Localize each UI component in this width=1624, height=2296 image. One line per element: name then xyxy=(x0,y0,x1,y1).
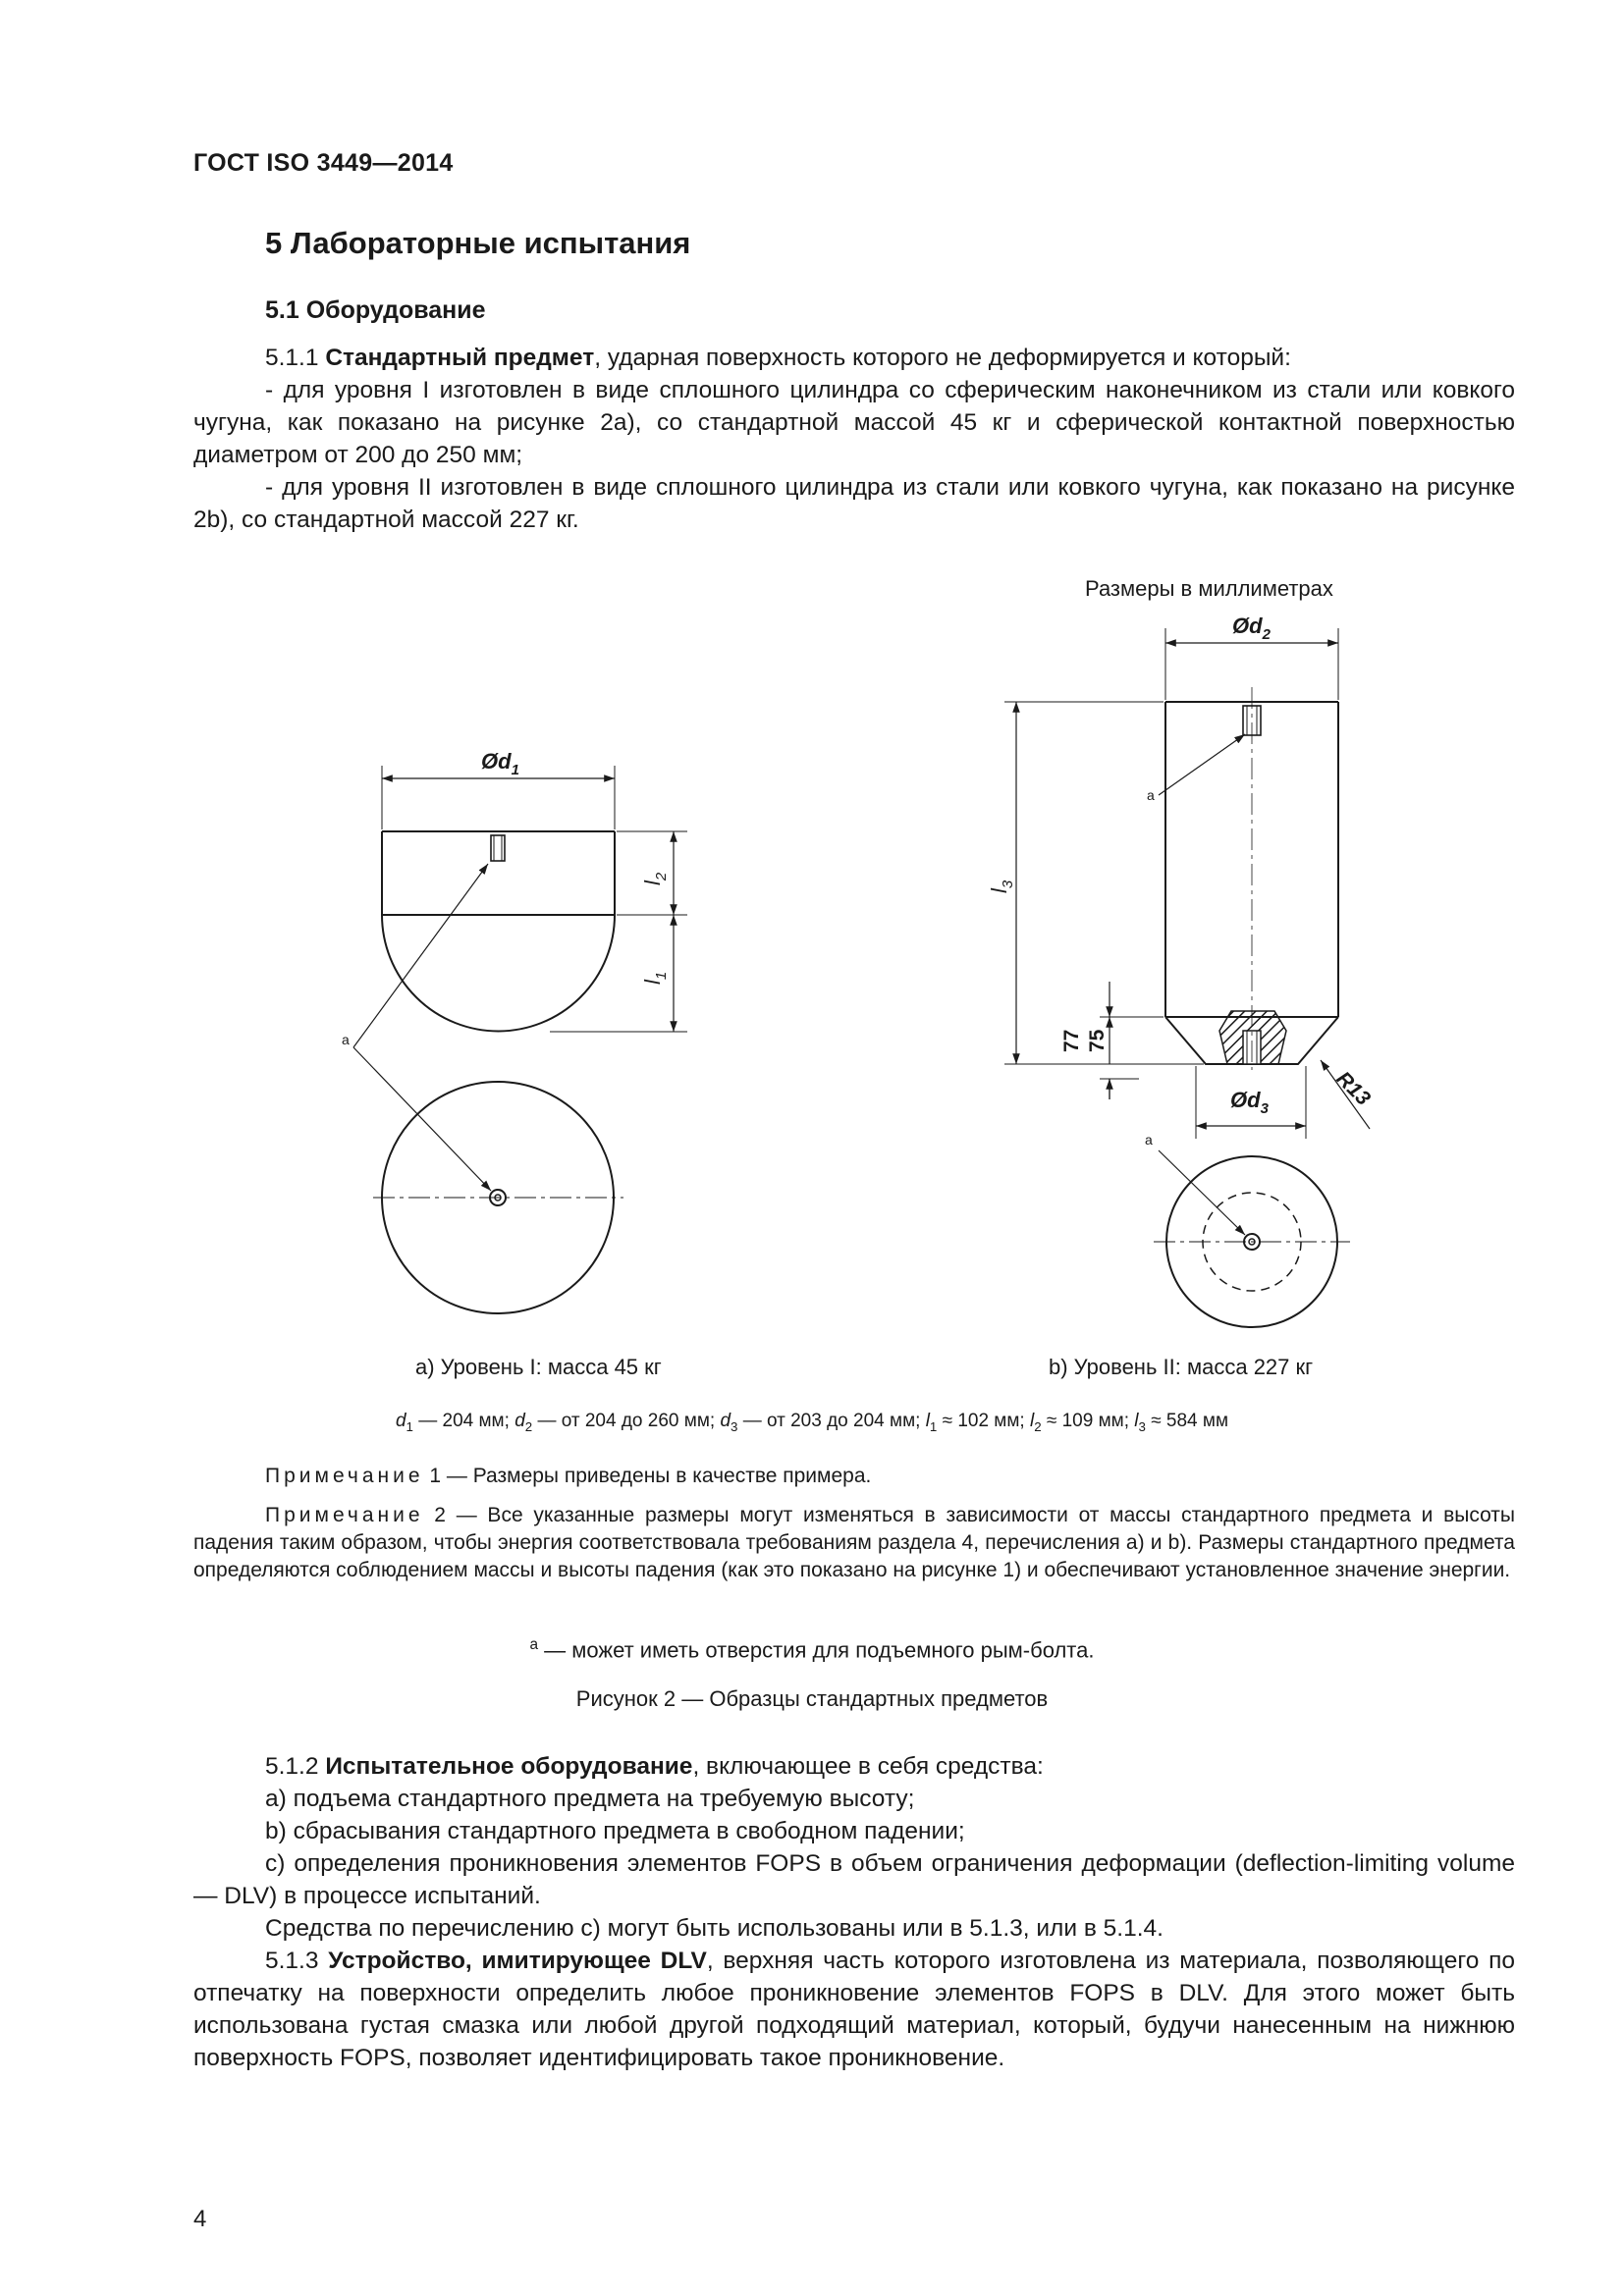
label-77: 77 xyxy=(1060,1029,1083,1052)
figure-title: Рисунок 2 — Образцы стандартных предметов xyxy=(575,1686,1049,1711)
figure-footnote: $^a$ — может иметь отверстия для подъемного рым-болта. xyxy=(529,1636,1095,1663)
section-title: 5 Лабораторные испытания xyxy=(265,226,691,260)
label-d1: $Ød_1$ xyxy=(481,749,519,778)
label-l2: $l_2$ xyxy=(640,872,670,885)
note-1: Примечание 1 — Размеры приведены в качестве примера. xyxy=(265,1465,872,1487)
subsection-title: 5.1 Оборудование xyxy=(265,296,486,324)
clause-5-1-2-intro: 5.1.2 Испытательное оборудование, включающее в себя средства: xyxy=(265,1753,1044,1780)
clause-5-1-2-a: а) подъема стандартного предмета на требуемую высоту; xyxy=(265,1786,915,1812)
leader-a-level-2 xyxy=(1159,734,1245,1235)
label-75: 75 xyxy=(1086,1029,1109,1052)
clause-number: 5.1.1 xyxy=(265,345,319,371)
label-a-level-2-bottom: a xyxy=(1145,1132,1153,1148)
label-a-level-2-top: a xyxy=(1147,787,1155,803)
clause-5-1-2-note: Средства по перечислению с) могут быть использованы или в 5.1.3, или в 5.1.4. xyxy=(265,1915,1164,1942)
clause-5-1-3: 5.1.3 Устройство, имитирующее DLV, верхняя часть которого изготовлена из материала, позволяющего по отпечатку на поверхности определить любое проникновение элементов FOPS в DLV. Для этого может быть использована густая смазка или любой другой подходящий материал, который, будучи нанесенным на нижнюю поверхность FOPS, позволяет идентифицировать такое проникновение. xyxy=(193,1948,1515,2071)
object-level-2-top-view xyxy=(1154,1156,1350,1327)
object-level-1-top-view xyxy=(373,1082,623,1313)
object-level-2-side-view xyxy=(1165,687,1338,1070)
dimension-l2-l1 xyxy=(550,831,687,1032)
figure-notes xyxy=(193,1463,1515,1584)
clause-5-1-1-item2: - для уровня II изготовлен в виде сплошного цилиндра из стали или ковкого чугуна, как показано на рисунке 2b), со стандартной массой 227 кг. xyxy=(193,474,1515,533)
clause-term: Стандартный предмет xyxy=(325,345,595,371)
object-level-1-side-view xyxy=(382,831,615,1031)
dimension-77-75 xyxy=(1100,982,1164,1099)
clause-5-1-1-item1: - для уровня I изготовлен в виде сплошного цилиндра со сферическим наконечником из стали или ковкого чугуна, как показано на рисунке 2а), со стандартной массой 45 кг и сферической контактной поверхностью диаметром от 200 до 250 мм; xyxy=(193,377,1515,468)
clause-text: , ударная поверхность которого не деформируется и который: xyxy=(594,345,1291,371)
clause-5-1-2-c: с) определения проникновения элементов FOPS в объем ограничения деформации (deflection-limiting volume — DLV) в процессе испытаний. xyxy=(193,1850,1515,1909)
clause-5-1-2 xyxy=(193,1750,1515,2074)
label-a-level-1: a xyxy=(342,1032,350,1047)
page-number: 4 xyxy=(193,2206,207,2232)
label-r13: R13 xyxy=(1331,1067,1375,1110)
label-d2: $Ød_2$ xyxy=(1232,614,1271,643)
label-l1: $l_1$ xyxy=(640,971,670,985)
document-header: ГОСТ ISO 3449—2014 xyxy=(193,149,454,177)
caption-level-1: а) Уровень I: масса 45 кг xyxy=(415,1355,662,1379)
dimension-d1 xyxy=(382,766,615,829)
figure-dimensions-legend: $d_1$ — 204 мм; $d_2$ — от 204 до 260 мм; $d_3$ — от 203 до 204 мм; $l_1 \approx 102$ мм; $l_2 \approx 109$ мм; $l_3 \approx 584$ мм xyxy=(395,1411,1229,1434)
note-2: Примечание 2 — Все указанные размеры могут изменяться в зависимости от массы стандартного предмета и высоты падения таким образом, чтобы энергия соответствовала требованиям раздела 4, перечисления а) и b). Размеры стандартного предмета определяются соблюдением массы и высоты падения (как это показано на рисунке 1) и обеспечивают установленное значение энергии. xyxy=(193,1504,1515,1581)
caption-level-2: b) Уровень II: масса 227 кг xyxy=(1049,1355,1314,1379)
clause-5-1-2-b: b) сбрасывания стандартного предмета в свободном падении; xyxy=(265,1818,965,1844)
dimension-l3 xyxy=(1004,702,1204,1064)
label-l3: $l_3$ xyxy=(987,880,1016,893)
label-d3: $Ød_3$ xyxy=(1230,1088,1269,1117)
figure-units: Размеры в миллиметрах xyxy=(1085,576,1333,601)
